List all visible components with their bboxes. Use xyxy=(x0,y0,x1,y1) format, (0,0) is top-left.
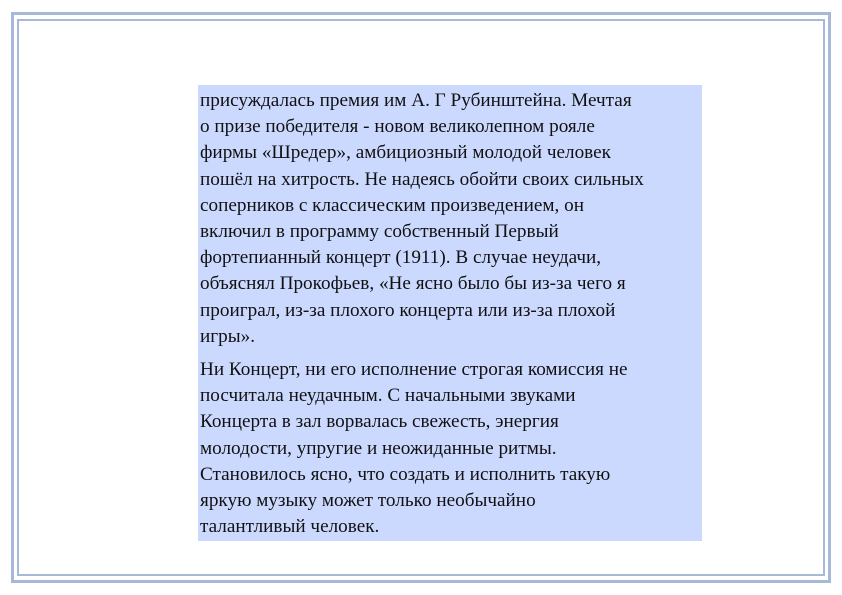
text-line: включил в программу собственный Первый xyxy=(200,221,559,243)
paragraph-1 xyxy=(200,88,702,350)
text-line: объяснял Прокофьев, «Не ясно было бы из-за чего я xyxy=(200,273,626,295)
text-line: молодости, упругие и неожиданные ритмы. xyxy=(200,437,557,459)
text-line: Концерта в зал ворвалась свежесть, энергия xyxy=(200,411,559,433)
text-line: Становилось ясно, что создать и исполнить такую xyxy=(200,463,611,485)
text-line: талантливый человек. xyxy=(200,516,380,538)
text-line: Ни Концерт, ни его исполнение строгая комиссия не xyxy=(200,359,628,381)
text-line: проиграл, из-за плохого концерта или из-за плохой xyxy=(200,299,616,321)
text-line: присуждалась премия им А. Г Рубинштейна. Мечтая xyxy=(200,90,632,111)
text-line: яркую музыку может только необычайно xyxy=(200,490,536,512)
text-line: пошёл на хитрость. Не надеясь обойти своих сильных xyxy=(200,168,644,190)
paragraph-2 xyxy=(200,357,702,540)
text-box xyxy=(198,85,702,541)
text-line: о призе победителя - новом великолепном рояле xyxy=(200,116,595,138)
text-line: игры». xyxy=(200,325,256,347)
text-line: фирмы «Шредер», амбициозный молодой человек xyxy=(200,142,611,164)
text-line: посчитала неудачным. С начальными звуками xyxy=(200,385,576,407)
text-line: фортепианный концерт (1911). В случае неудачи, xyxy=(200,247,602,269)
text-line: соперников с классическим произведением, он xyxy=(200,194,584,216)
